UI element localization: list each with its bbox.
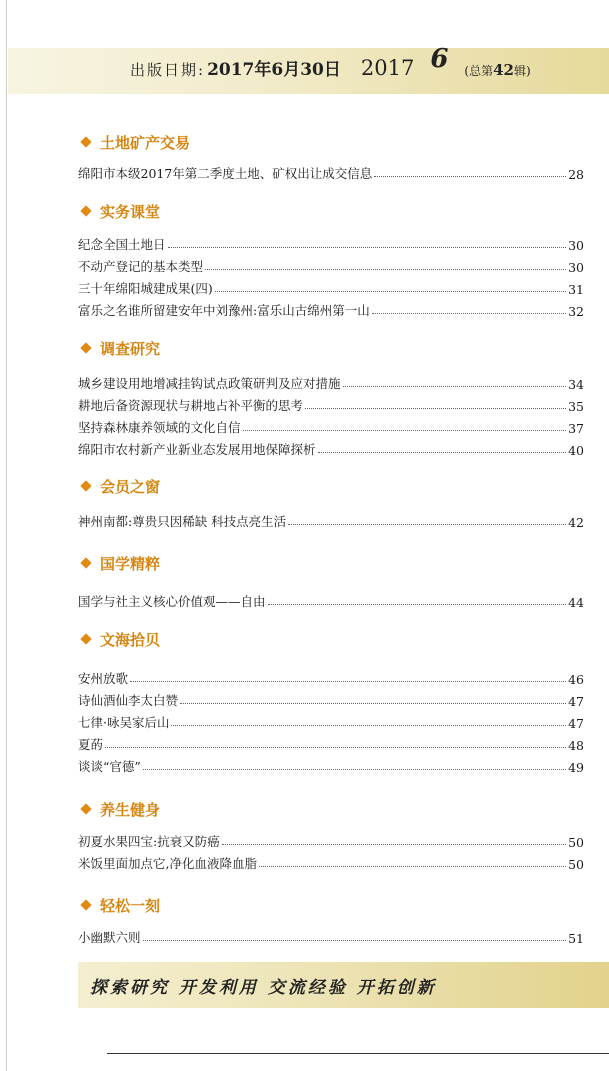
issue-year: 2017: [360, 56, 415, 80]
leader-dots: [288, 524, 566, 525]
section-title: 养生健身: [100, 800, 161, 819]
toc-entry[interactable]: [78, 299, 584, 319]
total-issue-prefix: (总第: [464, 64, 494, 78]
section-title: 国学精粹: [100, 554, 161, 573]
entry-page: 51: [568, 931, 584, 946]
toc-entry[interactable]: [78, 394, 584, 414]
entry-title: 夏菂: [78, 737, 104, 752]
left-margin-rule: [6, 0, 7, 1071]
leader-dots: [105, 747, 566, 748]
entry-page: 30: [568, 238, 584, 253]
toc-entry[interactable]: [78, 590, 584, 610]
diamond-bullet-icon: [80, 803, 91, 814]
entry-title: 谈谈“官德”: [78, 759, 141, 774]
leader-dots: [305, 408, 566, 409]
toc-entry[interactable]: [78, 926, 584, 946]
section-heading: [82, 336, 160, 360]
diamond-bullet-icon: [80, 899, 91, 910]
section-heading: [82, 474, 160, 498]
section-heading: [82, 199, 160, 223]
section-heading: [82, 130, 190, 154]
issue-header: [130, 44, 531, 86]
toc-entry[interactable]: [78, 830, 584, 850]
section-heading: [82, 627, 160, 651]
leader-dots: [180, 703, 566, 704]
entry-title: 初夏水果四宝:抗衰又防癌: [78, 834, 220, 849]
leader-dots: [222, 844, 566, 845]
entry-page: 47: [568, 694, 584, 709]
entry-page: 44: [568, 595, 584, 610]
entry-title: 绵阳市本级2017年第二季度土地、矿权出让成交信息: [78, 166, 373, 181]
total-issue-number: 42: [493, 61, 514, 79]
entry-page: 40: [568, 443, 584, 458]
issue-number: 6: [430, 44, 449, 74]
entry-page: 31: [568, 282, 584, 297]
entry-title: 神州南都:尊贵只因稀缺 科技点亮生活: [78, 514, 287, 529]
leader-dots: [130, 681, 566, 682]
toc-entry[interactable]: [78, 733, 584, 753]
toc-entry[interactable]: [78, 852, 584, 872]
toc-entry[interactable]: [78, 255, 584, 275]
toc-entry[interactable]: [78, 277, 584, 297]
entry-title: 富乐之名谁所留建安年中刘豫州:富乐山古绵州第一山: [78, 303, 370, 318]
section-title: 轻松一刻: [100, 896, 161, 915]
entry-title: 不动产登记的基本类型: [78, 259, 204, 274]
entry-page: 30: [568, 260, 584, 275]
leader-dots: [205, 269, 566, 270]
entry-page: 49: [568, 760, 584, 775]
leader-dots: [168, 247, 567, 248]
leader-dots: [318, 452, 567, 453]
toc-entry[interactable]: [78, 233, 584, 253]
section-title: 实务课堂: [100, 202, 161, 221]
toc-entry[interactable]: [78, 689, 584, 709]
leader-dots: [259, 866, 566, 867]
entry-page: 32: [568, 304, 584, 319]
toc-entry[interactable]: [78, 667, 584, 687]
section-heading: [82, 797, 160, 821]
bottom-rule: [107, 1053, 609, 1054]
toc-entry[interactable]: [78, 372, 584, 392]
leader-dots: [143, 769, 566, 770]
diamond-bullet-icon: [80, 633, 91, 644]
entry-title: 城乡建设用地增减挂钩试点政策研判及应对措施: [78, 376, 341, 391]
entry-page: 48: [568, 738, 584, 753]
entry-page: 50: [568, 857, 584, 872]
entry-title: 绵阳市农村新产业新业态发展用地保障探析: [78, 442, 316, 457]
entry-title: 耕地后备资源现状与耕地占补平衡的思考: [78, 398, 304, 413]
leader-dots: [243, 430, 567, 431]
diamond-bullet-icon: [80, 136, 91, 147]
entry-page: 34: [568, 377, 584, 392]
total-issue-suffix: 辑): [513, 64, 531, 78]
entry-title: 坚持森林康养领域的文化自信: [78, 420, 241, 435]
entry-page: 50: [568, 835, 584, 850]
toc-entry[interactable]: [78, 510, 584, 530]
leader-dots: [171, 725, 566, 726]
entry-page: 37: [568, 421, 584, 436]
section-heading: [82, 893, 160, 917]
entry-title: 七律·咏吴家后山: [78, 715, 170, 730]
section-heading: [82, 551, 160, 575]
publish-date: 2017年6月30日: [207, 60, 341, 80]
section-title: 土地矿产交易: [100, 133, 191, 152]
diamond-bullet-icon: [80, 342, 91, 353]
toc-entry[interactable]: [78, 711, 584, 731]
entry-page: 46: [568, 672, 584, 687]
toc-entry[interactable]: [78, 438, 584, 458]
toc-entry[interactable]: [78, 755, 584, 775]
diamond-bullet-icon: [80, 557, 91, 568]
toc-entry[interactable]: [78, 162, 584, 182]
section-title: 文海拾贝: [100, 630, 161, 649]
entry-page: 47: [568, 716, 584, 731]
leader-dots: [372, 313, 566, 314]
leader-dots: [268, 604, 567, 605]
entry-title: 米饭里面加点它,净化血液降血脂: [78, 856, 257, 871]
section-title: 会员之窗: [100, 477, 161, 496]
entry-title: 安州放歌: [78, 671, 129, 686]
entry-title: 小幽默六则: [78, 930, 141, 945]
entry-title: 纪念全国土地日: [78, 237, 166, 252]
entry-title: 国学与社主义核心价值观——自由: [78, 594, 266, 609]
entry-title: 三十年绵阳城建成果(四): [78, 281, 213, 296]
section-title: 调查研究: [100, 339, 161, 358]
toc-entry[interactable]: [78, 416, 584, 436]
leader-dots: [215, 291, 566, 292]
leader-dots: [374, 176, 566, 177]
entry-title: 诗仙酒仙李太白赞: [78, 693, 179, 708]
entry-page: 42: [568, 515, 584, 530]
leader-dots: [143, 940, 567, 941]
total-issue: [464, 61, 530, 79]
leader-dots: [343, 386, 567, 387]
publish-date-label: 出版日期:: [130, 61, 206, 79]
slogan: 探索研究 开发利用 交流经验 开拓创新: [90, 978, 437, 998]
entry-page: 28: [568, 167, 584, 182]
diamond-bullet-icon: [80, 480, 91, 491]
entry-page: 35: [568, 399, 584, 414]
diamond-bullet-icon: [80, 205, 91, 216]
